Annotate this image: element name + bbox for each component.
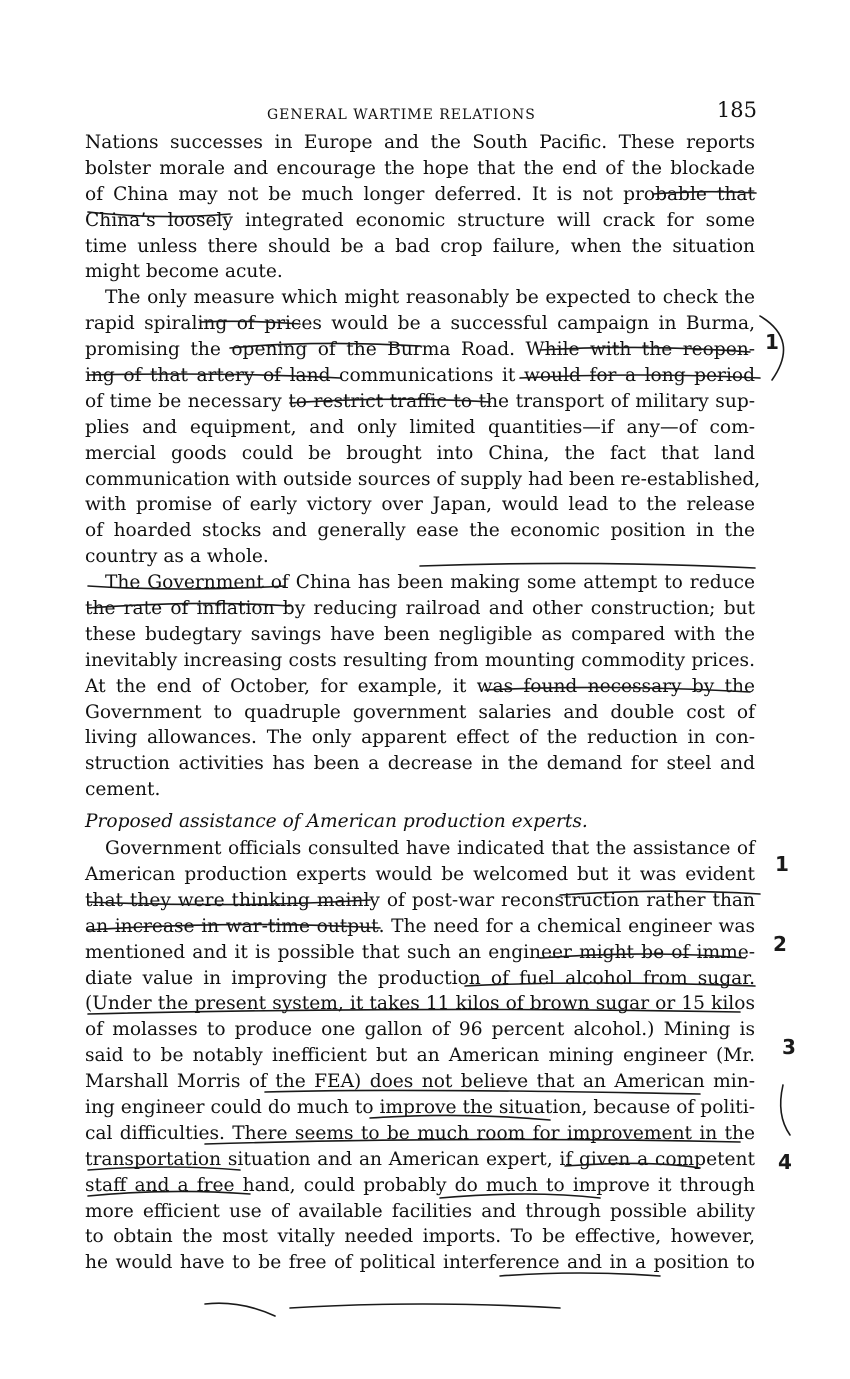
- text-line: diate value in improving the production of fuel alcohol from sugar.: [85, 967, 755, 989]
- margin-mark: 1: [765, 330, 779, 354]
- margin-mark: 4: [778, 1150, 792, 1174]
- text-line: Government to quadruple government salaries and double cost of: [85, 701, 755, 723]
- text-line: living allowances. The only apparent effect of the reduction in con-: [85, 727, 755, 749]
- text-line: Marshall Morris of the FEA) does not believe that an American min-: [85, 1071, 755, 1093]
- text-line: to obtain the most vitally needed imports. To be effective, however,: [85, 1226, 755, 1248]
- bracket-mark: [781, 1085, 790, 1135]
- text-line: inevitably increasing costs resulting from mounting commodity prices.: [85, 649, 755, 671]
- text-line: mentioned and it is possible that such an engineer might be of imme-: [85, 941, 755, 963]
- text-line: these budegtary savings have been negligible as compared with the: [85, 623, 755, 645]
- text-line: mercial goods could be brought into China, the fact that land: [85, 442, 755, 464]
- text-line: At the end of October, for example, it was found necessary by the: [85, 675, 755, 697]
- text-line: The only measure which might reasonably be expected to check the: [105, 287, 755, 309]
- running-header: [85, 94, 755, 130]
- margin-mark: 2: [773, 932, 787, 956]
- margin-mark: 3: [782, 1035, 796, 1059]
- text-line: of time be necessary to restrict traffic to the transport of military sup-: [85, 390, 755, 412]
- text-line: ing engineer could do much to improve the situation, because of politi-: [85, 1096, 755, 1118]
- text-line: (Under the present system, it takes 11 kilos of brown sugar or 15 kilos: [85, 993, 755, 1015]
- text-line: American production experts would be welcomed but it was evident: [85, 863, 755, 885]
- text-line: China’s loosely integrated economic structure will crack for some: [85, 209, 755, 231]
- text-line: that they were thinking mainly of post-war reconstruction rather than: [85, 889, 755, 911]
- paragraph-3: [85, 570, 755, 803]
- document-page: [85, 94, 761, 1276]
- text-line: of China may not be much longer deferred. It is not probable that: [85, 183, 755, 205]
- underline-mark: [290, 1304, 560, 1308]
- margin-mark: 1: [775, 852, 789, 876]
- paragraph-1: [85, 130, 755, 285]
- text-line: of hoarded stocks and generally ease the economic position in the: [85, 520, 755, 542]
- text-line: cal difficulties. There seems to be much room for improvement in the: [85, 1122, 755, 1144]
- text-line: staff and a free hand, could probably do much to improve it through: [85, 1174, 755, 1196]
- text-line: an increase in war-time output. The need for a chemical engineer was: [85, 915, 755, 937]
- text-line: rapid spiraling of prices would be a successful campaign in Burma,: [85, 313, 755, 335]
- text-line: transportation situation and an American expert, if given a competent: [85, 1148, 755, 1170]
- page-number: 185: [716, 98, 757, 122]
- text-line: bolster morale and encourage the hope that the end of the blockade: [85, 157, 755, 179]
- text-line: more efficient use of available facilities and through possible ability: [85, 1200, 755, 1222]
- text-line: Government officials consulted have indicated that the assistance of: [105, 838, 755, 860]
- underline-mark: [205, 1303, 275, 1316]
- text-line: with promise of early victory over Japan, would lead to the release: [85, 494, 755, 516]
- text-line: struction activities has been a decrease in the demand for steel and: [85, 753, 755, 775]
- text-line: Nations successes in Europe and the South Pacific. These reports: [85, 132, 755, 153]
- paragraph-4: [85, 836, 755, 1276]
- text-line: cement.: [85, 779, 161, 801]
- section-subheading: Proposed assistance of American production experts.: [85, 811, 588, 833]
- text-line: country as a whole.: [85, 546, 269, 568]
- text-line: ing of that artery of land communications it would for a long period: [85, 365, 755, 387]
- text-line: plies and equipment, and only limited quantities—if any—of com-: [85, 416, 755, 438]
- text-line: he would have to be free of political interference and in a position to: [85, 1252, 755, 1274]
- text-line: the rate of inflation by reducing railroad and other construction; but: [85, 598, 755, 620]
- text-line: The Government of China has been making some attempt to reduce: [105, 572, 755, 594]
- paragraph-2: [85, 285, 761, 570]
- running-title: GENERAL WARTIME RELATIONS: [267, 107, 536, 123]
- text-line: said to be notably inefficient but an American mining engineer (Mr.: [85, 1045, 755, 1067]
- text-line: time unless there should be a bad crop failure, when the situation: [85, 235, 755, 257]
- text-line: communication with outside sources of supply had been re-established,: [85, 468, 761, 490]
- text-line: promising the opening of the Burma Road. While with the reopen-: [85, 339, 755, 361]
- text-line: might become acute.: [85, 261, 283, 283]
- text-line: of molasses to produce one gallon of 96 percent alcohol.) Mining is: [85, 1019, 755, 1041]
